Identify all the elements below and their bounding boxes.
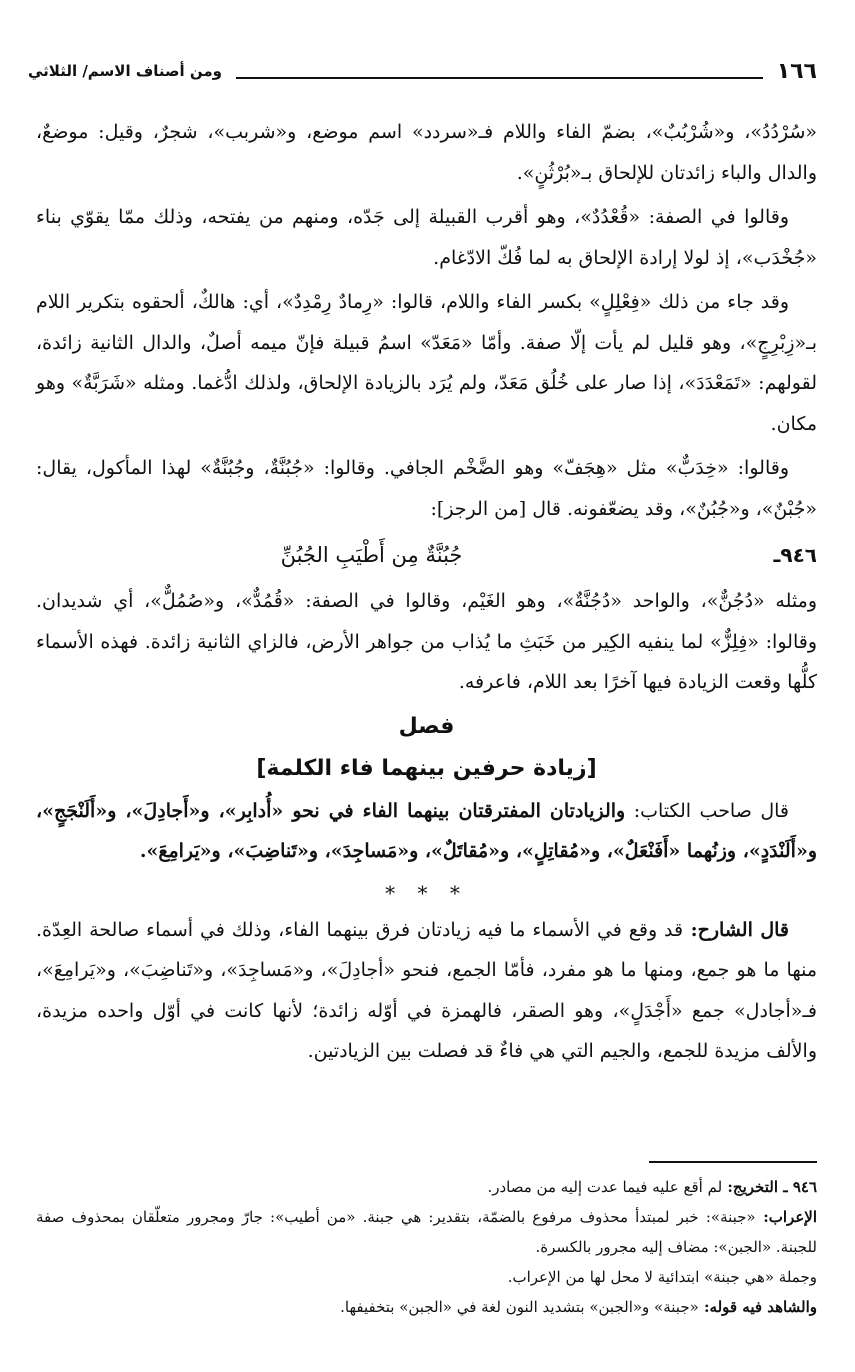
page-header <box>28 56 817 86</box>
commentary-intro: قال الشارح: <box>683 918 790 941</box>
author-quote-text: والزيادتان المفترقتان بينهما الفاء في نحو «أُدابِر»، و«أَجادِلَ»، و«أَلَنْجَجٍ»، و«أَلَنْدَدٍ»، وزنُهما «أَفَنْعَلٌ»، و«مُقاتِلٍ»، و«مُقاتَلٌ»، و«مَساجِدَ»، و«تَناضِبَ»، و«يَرامِعَ». <box>36 799 817 862</box>
footnote <box>36 1292 817 1322</box>
paragraph: وقد جاء من ذلك «فِعْلِلٍ» بكسر الفاء واللام، قالوا: «رِمادٌ رِمْدِدٌ»، أي: هالكٌ، ألحقوه بتكرير اللام بـ«زِبْرِجٍ»، وهو قليل لم يأت إلّا صفة. وأمّا «مَعَدّ» اسمُ قبيلة فإنّ ميمه أصلٌ، والدال الثانية زائدة، لقولهم: «تَمَعْدَدَ»، إذا صار على خُلُق مَعَدّ، ولم يُرَد بالزيادة الإلحاق، ولذلك ادُّغما. ومثله «شَرَبَّةٌ» وهو مكان. <box>36 291 817 435</box>
paragraph: «سُرْدُدُ»، و«شُرْبُبٌ»، بضمّ الفاء واللام فـ«سردد» اسم موضع، و«شربب»، شجرٌ، وقيل: موضعٌ، والدال والباء زائدتان للإلحاق بـ«بُرْثُنٍ». <box>36 121 817 184</box>
footnote-rule <box>649 1161 817 1163</box>
verse-text: جُبُنَّةٌ مِن أَطْيَبِ الجُبُنِّ <box>280 542 463 567</box>
footnotes <box>36 1172 817 1322</box>
verse-number: ٩٤٦ـ <box>773 542 817 567</box>
commentary-text: قد وقع في الأسماء ما فيه زيادتان فرق بينهما الفاء، وذلك في أسماء صالحة العِدّة. منها ما هو جمع، ومنها ما هو مفرد، فأمّا الجمع، فنحو «أجادِلَ»، و«مَساجِدَ»، و«تَناضِبَ»، و«يَرامِعَ»، فـ«أجادل» جمع «أَجْدَلٍ»، وهو الصقر، فالهمزة في أوّله زائدة؛ لأنها كانت في أوّل واحده مزيدة، والألف مزيدة للجمع، والجيم التي هي فاءٌ قد فصلت بين الزيادتين. <box>36 918 817 1062</box>
footnote <box>36 1172 817 1202</box>
verse-line <box>36 533 817 577</box>
footnote-text: لم أقع عليه فيما عدت إليه من مصادر. <box>487 1178 723 1196</box>
separator-stars: * * * <box>385 880 468 905</box>
header-rule <box>236 63 763 79</box>
paragraph: وقالوا في الصفة: «قُعْدُدٌ»، وهو أقرب القبيلة إلى جَدّه، ومنهم من يفتحه، وذلك ممّا يقوّي بناء «جُخْدَب»، إذ لولا إرادة الإلحاق به لما فُكّ الادّغام. <box>36 206 817 269</box>
paragraph: وقالوا: «خِدَبٌّ» مثل «هِجَفّ» وهو الضَّخْم الجافي. وقالوا: «جُبُنَّةٌ، وجُبُنَّةٌ» لهذا المأكول، يقال: «جُبْنٌ»، و«جُبُنٌ»، وقد يضعّفونه. قال [من الرجز]: <box>36 457 817 520</box>
footnote-label: والشاهد فيه قوله: <box>698 1298 817 1316</box>
footnote-text: وجملة «هي جبنة» ابتدائية لا محل لها من الإعراب. <box>507 1268 817 1286</box>
commentary <box>36 910 817 1072</box>
footnote <box>36 1202 817 1262</box>
footnote-label: ٩٤٦ ـ التخريج: <box>722 1178 817 1196</box>
section-title: فصل <box>398 713 455 739</box>
footnote <box>36 1262 817 1292</box>
section-subtitle: [زيادة حرفين بينهما فاء الكلمة] <box>256 755 597 781</box>
paragraph: ومثله «دُجُنٌّ»، والواحد «دُجُنَّةٌ»، وهو الغَيْم، وقالوا في الصفة: «قُمُدٌّ»، و«صُمُلٌّ»، أي شديدان. وقالوا: «فِلِزٌّ» لما ينفيه الكِير من خَبَثِ ما يُذاب من جواهر الأرض، فالزاي الثانية زائدة. فهذه الأسماء كلُّها وقعت الزيادة فيها آخرًا بعد اللام، فاعرفه. <box>36 590 817 693</box>
footnote-text: «جبنة»: خبر لمبتدأ محذوف مرفوع بالضمّة، بتقدير: هي جبنة. «من أطيب»: جارّ ومجرور متعلّقان بمحذوف صفة للجبنة. «الجبن»: مضاف إليه مجرور بالكسرة. <box>36 1208 817 1256</box>
page-body <box>36 112 817 1076</box>
page-number: ١٦٦ <box>776 58 817 84</box>
footnote-label: الإعراب: <box>755 1208 818 1226</box>
author-quote-intro: قال صاحب الكتاب: <box>625 799 789 822</box>
author-quote <box>36 791 817 872</box>
running-title: ومن أصناف الاسم/ الثلاثي <box>28 62 222 80</box>
footnote-text: «جبنة» و«الجبن» بتشديد النون لغة في «الجبن» بتخفيفها. <box>340 1298 699 1316</box>
